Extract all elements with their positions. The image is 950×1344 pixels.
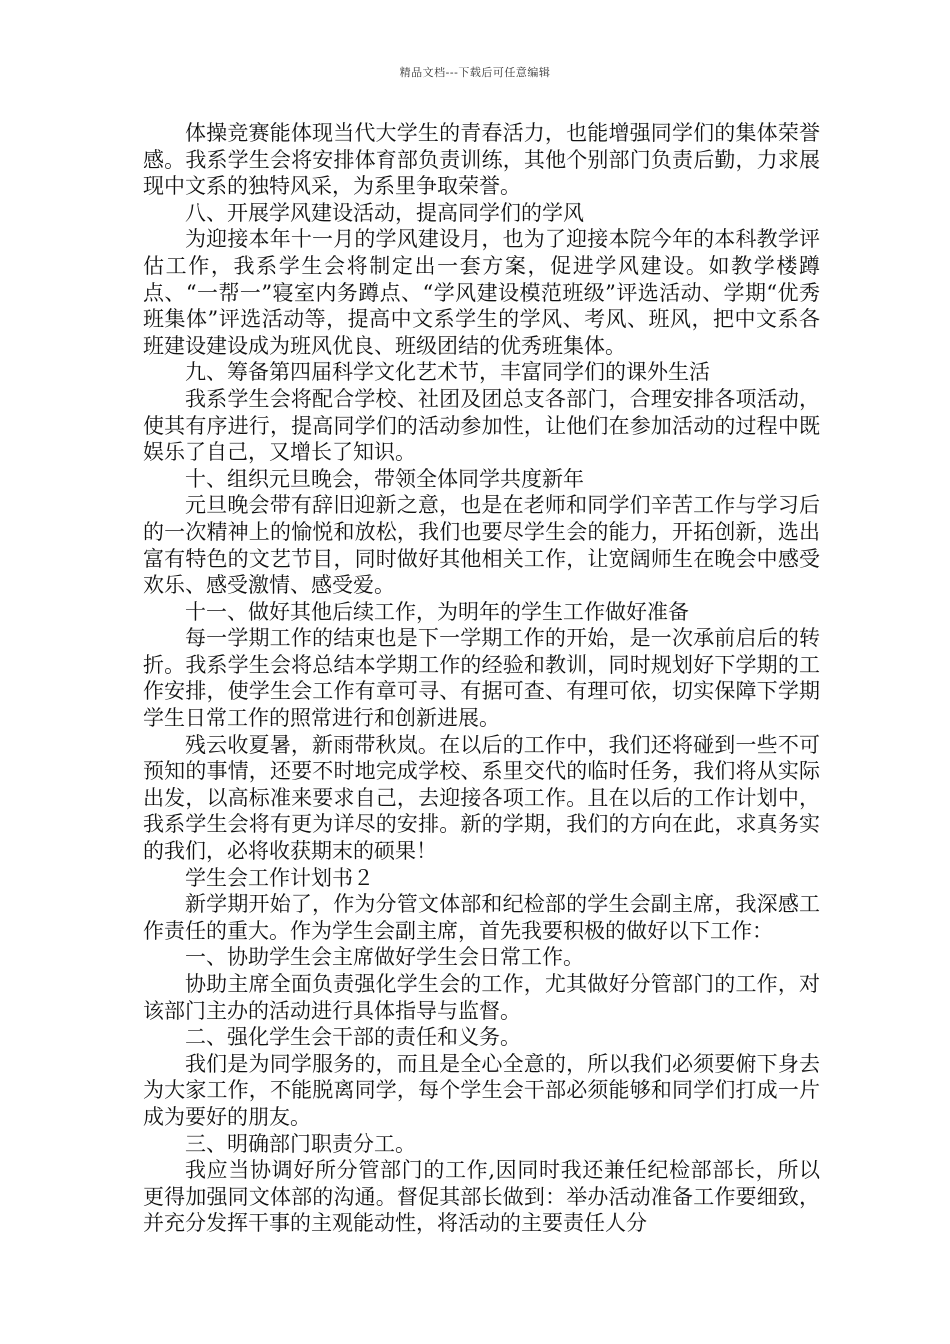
section-heading: 十、组织元旦晚会，带领全体同学共度新年 xyxy=(185,466,584,491)
section-heading: 十一、做好其他后续工作，为明年的学生工作做好准备 xyxy=(185,599,689,624)
paragraph: 为迎接本年十一月的学风建设月，也为了迎接本院今年的本科教学评估工作，我系学生会将制定出一套方案，促进学风建设。如教学楼蹲点、“一帮一”寝室内务蹲点、“学风建设模范班级”评选活动、学期“优秀班集体”评选活动等，提高中文系学生的学风、考风、班风，把中文系各班建设建设成为班风优良、班级团结的优秀班集体。 xyxy=(143,227,820,358)
paragraph: 我应当协调好所分管部门的工作,因同时我还兼任纪检部部长，所以更得加强同文体部的沟通。督促其部长做到：举办活动准备工作要细致，并充分发挥干事的主观能动性，将活动的主要责任人分 xyxy=(143,1158,820,1236)
paragraph: 体操竞赛能体现当代大学生的青春活力，也能增强同学们的集体荣誉感。我系学生会将安排体育部负责训练，其他个别部门负责后勤，力求展现中文系的独特风采，为系里争取荣誉。 xyxy=(143,121,820,199)
section-heading: 九、筹备第四届科学文化艺术节，丰富同学们的课外生活 xyxy=(185,360,710,385)
section-heading: 二、强化学生会干部的责任和义务。 xyxy=(185,1025,521,1050)
paragraph: 协助主席全面负责强化学生会的工作，尤其做好分管部门的工作，对该部门主办的活动进行具体指导与监督。 xyxy=(143,972,820,1023)
page-header: 精品文档---下载后可任意编辑 xyxy=(399,66,551,79)
section-heading: 一、协助学生会主席做好学生会日常工作。 xyxy=(185,945,584,970)
paragraph: 每一学期工作的结束也是下一学期工作的开始，是一次承前启后的转折。我系学生会将总结本学期工作的经验和教训，同时规划好下学期的工作安排，使学生会工作有章可寻、有据可查、有理可依，切实保障下学期学生日常工作的照常进行和创新进展。 xyxy=(143,626,820,731)
paragraph: 新学期开始了，作为分管文体部和纪检部的学生会副主席，我深感工作责任的重大。作为学生会副主席，首先我要积极的做好以下工作： xyxy=(143,892,820,943)
section-heading: 八、开展学风建设活动，提高同学们的学风 xyxy=(185,200,584,225)
paragraph: 残云收夏暑，新雨带秋岚。在以后的工作中，我们还将碰到一些不可预知的事情，还要不时地完成学校、系里交代的临时任务，我们将从实际出发，以高标准来要求自己，去迎接各项工作。且在以后的工作计划中，我系学生会将有更为详尽的安排。新的学期，我们的方向在此，求真务实的我们，必将收获期末的硕果！ xyxy=(143,732,820,864)
paragraph: 我们是为同学服务的，而且是全心全意的，所以我们必须要俯下身去为大家工作，不能脱离同学，每个学生会干部必须能够和同学们打成一片成为要好的朋友。 xyxy=(143,1051,820,1129)
document-body xyxy=(143,120,820,1237)
paragraph: 元旦晚会带有辞旧迎新之意，也是在老师和同学们辛苦工作与学习后的一次精神上的愉悦和放松，我们也要尽学生会的能力，开拓创新，选出富有特色的文艺节目，同时做好其他相关工作，让宽阔师生在晚会中感受欢乐、感受激情、感受爱。 xyxy=(143,493,820,598)
section-heading: 三、明确部门职责分工。 xyxy=(185,1131,416,1156)
document-title: 学生会工作计划书２ xyxy=(185,865,374,890)
paragraph: 我系学生会将配合学校、社团及团总支各部门，合理安排各项活动，使其有序进行，提高同学们的活动参加性，让他们在参加活动的过程中既娱乐了自己，又增长了知识。 xyxy=(143,386,820,465)
